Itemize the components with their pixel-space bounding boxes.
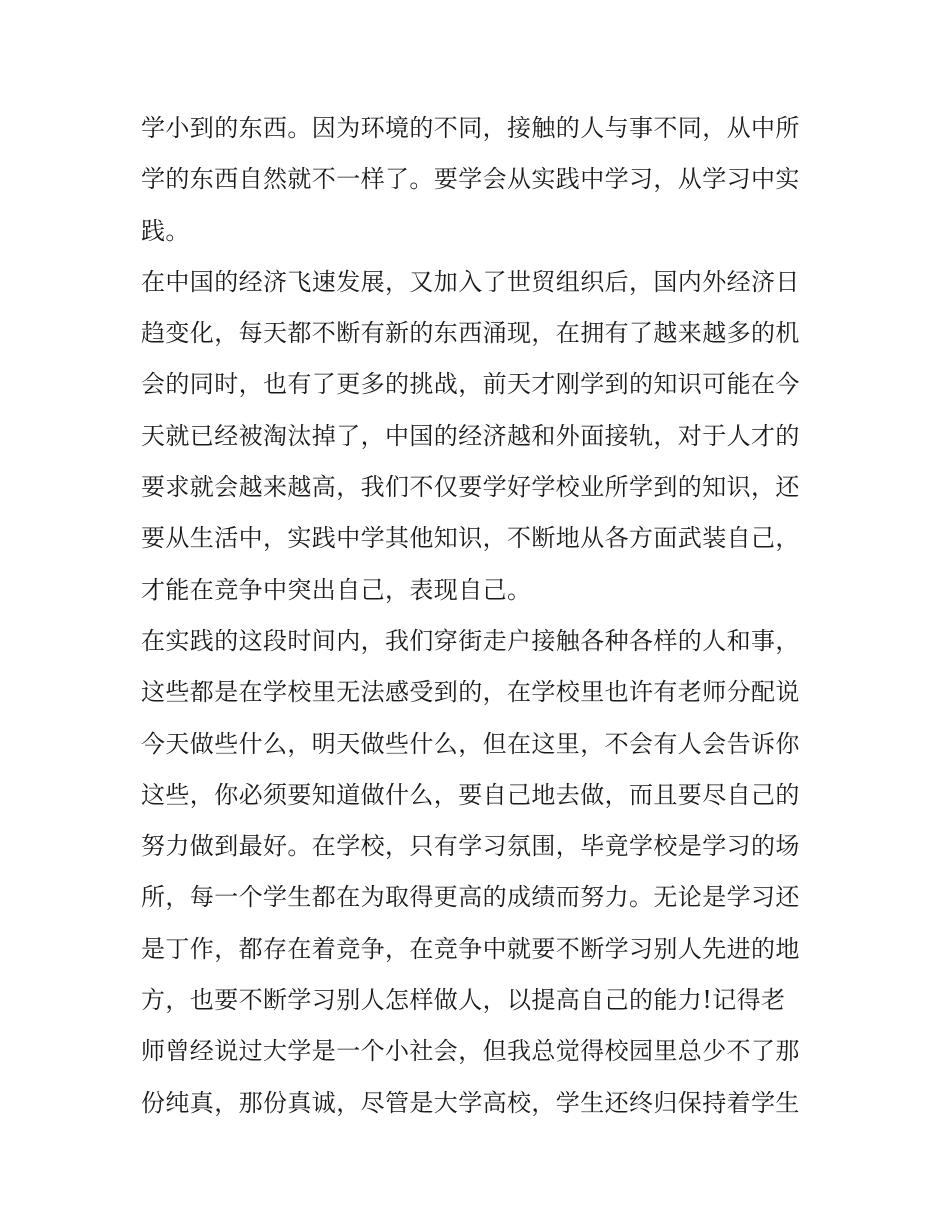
text-line: 份纯真，那份真诚，尽管是大学高校，学生还终归保持着学生: [141, 1088, 800, 1117]
document-body: [141, 103, 813, 1129]
text-line: 践。: [141, 216, 190, 245]
text-line: 在中国的经济飞速发展，又加入了世贸组织后，国内外经济日: [141, 267, 800, 296]
text-line: 这些都是在学校里无法感受到的，在学校里也许有老师分配说: [141, 678, 800, 707]
text-line: 师曾经说过大学是一个小社会，但我总觉得校园里总少不了那: [141, 1037, 800, 1066]
text-line: 学小到的东西。因为环境的不同，接触的人与事不同，从中所: [141, 114, 800, 142]
text-line: 要从生活中，实践中学其他知识，不断地从各方面武装自己，: [141, 524, 800, 553]
text-line: 是丁作，都存在着竞争，在竞争中就要不断学习别人先进的地: [141, 934, 800, 963]
text-line: 努力做到最好。在学校，只有学习氛围，毕竟学校是学习的场: [141, 832, 800, 861]
text-line: 要求就会越来越高，我们不仅要学好学校业所学到的知识，还: [141, 473, 800, 502]
text-line: 趋变化，每天都不断有新的东西涌现，在拥有了越来越多的机: [141, 319, 800, 348]
text-line: 今天做些什么，明天做些什么，但在这里，不会有人会告诉你: [141, 729, 800, 758]
text-line: 这些，你必须要知道做什么，要自己地去做，而且要尽自己的: [141, 780, 800, 809]
text-line: 方，也要不断学习别人怎样做人，以提高自己的能力!记得老: [141, 986, 786, 1015]
text-line: 天就已经被淘汰掉了，中国的经济越和外面接轨，对于人才的: [141, 421, 800, 450]
text-line: 所，每一个学生都在为取得更高的成绩而努力。无论是学习还: [141, 883, 800, 912]
text-line: 会的同时，也有了更多的挑战，前天才刚学到的知识可能在今: [141, 370, 800, 399]
text-line: 在实践的这段时间内，我们穿街走户接触各种各样的人和事，: [141, 626, 800, 655]
text-line: 才能在竞争中突出自己，表现自己。: [141, 575, 532, 604]
text-line: 学的东西自然就不一样了。要学会从实践中学习，从学习中实: [141, 165, 800, 194]
